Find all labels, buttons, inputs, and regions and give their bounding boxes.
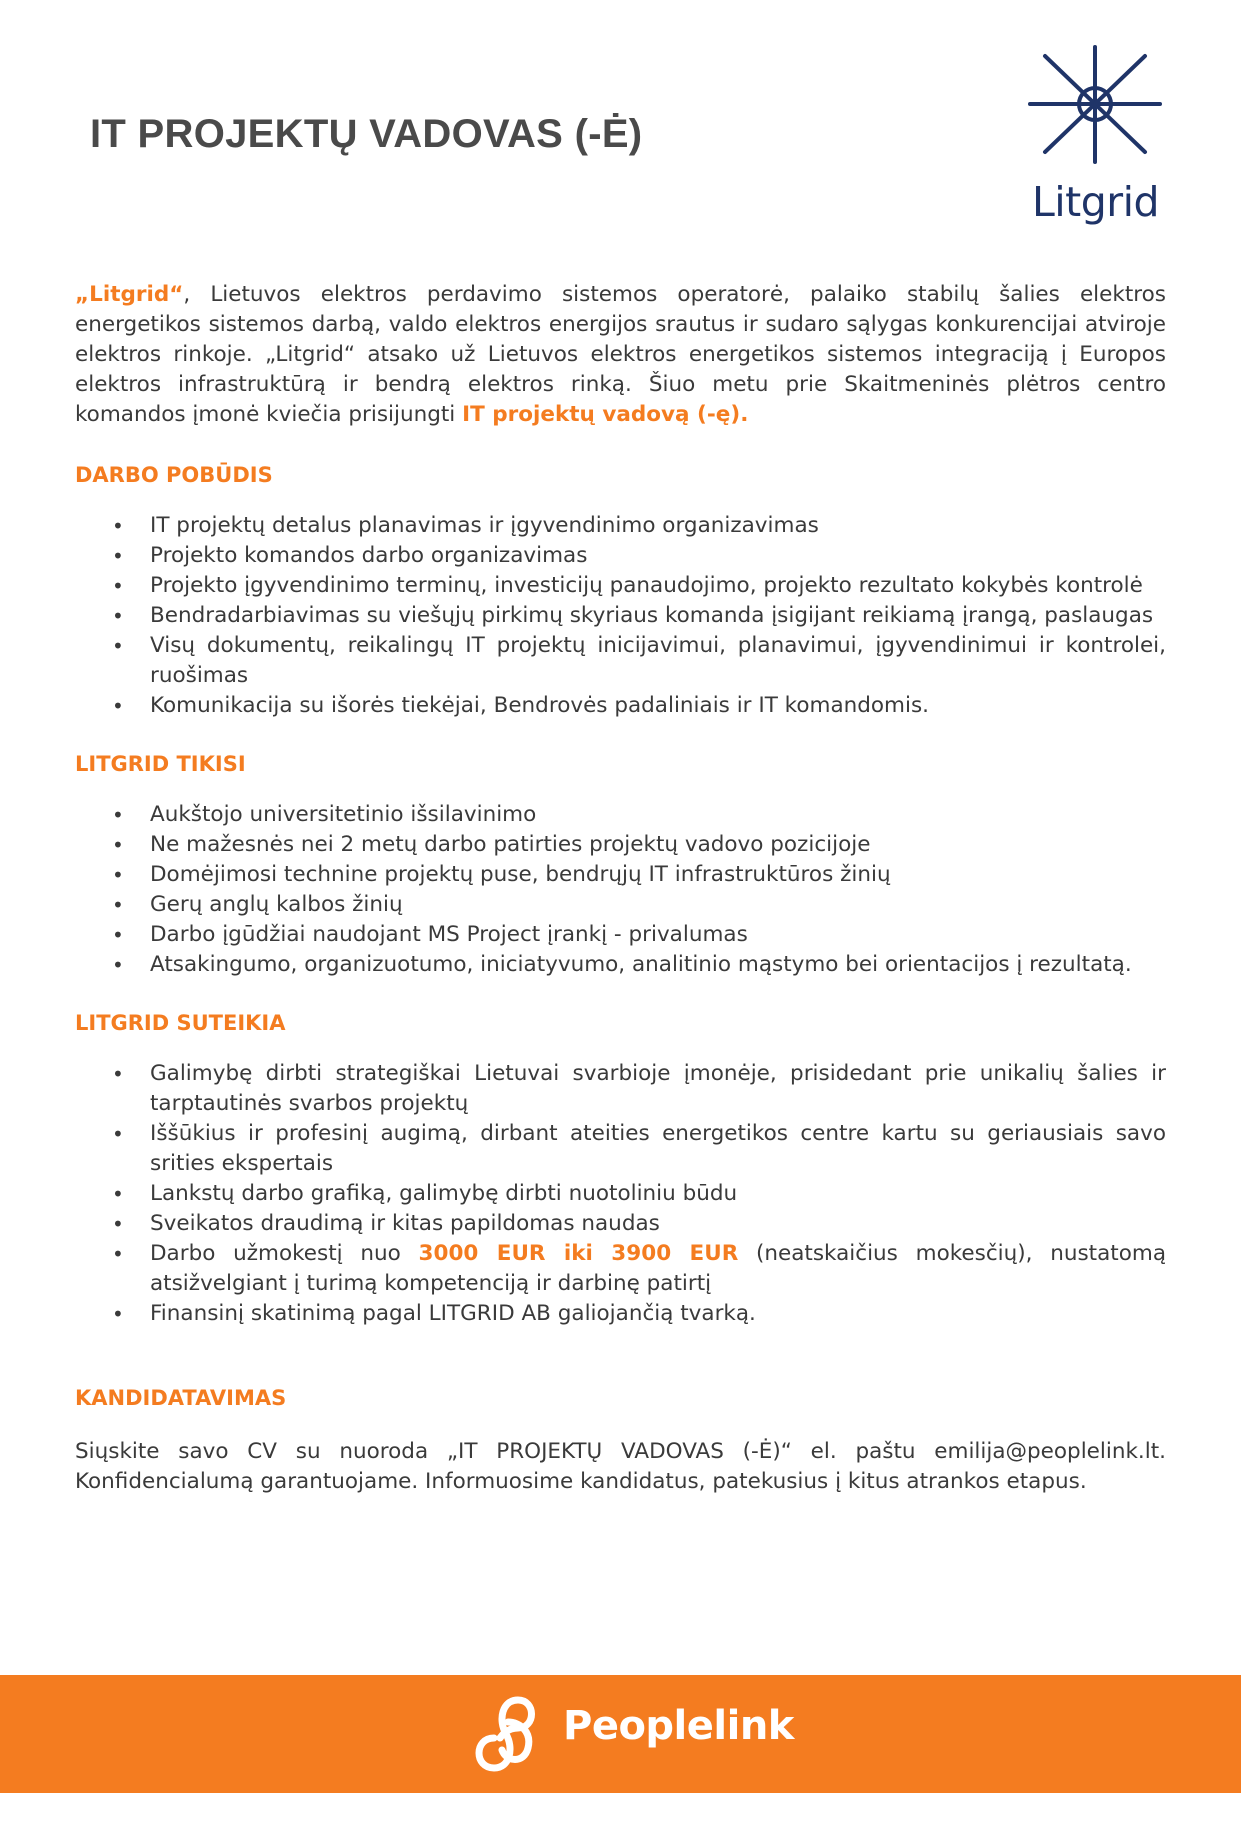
main-content <box>75 280 1166 1497</box>
list-item: • Aukštojo universitetinio išsilavinimo <box>75 800 1166 830</box>
page-title: IT PROJEKTŲ VADOVAS (-Ė) <box>90 112 643 156</box>
list-item: • Gerų anglų kalbos žinių <box>75 890 1166 920</box>
list-item: • Visų dokumentų, reikalingų IT projektų inicijavimui, planavimui, įgyvendinimui ir kontrolei, ruošimas <box>75 631 1166 691</box>
footer-bar <box>0 1675 1241 1793</box>
peoplelink-brand-text: Peoplelink <box>563 1703 794 1749</box>
benefits-list <box>75 1059 1166 1329</box>
salary-prefix: Darbo užmokestį nuo <box>150 1241 419 1266</box>
section-heading-litgrid-suteikia: LITGRID SUTEIKIA <box>75 1011 286 1035</box>
salary-highlight: 3000 EUR iki 3900 EUR <box>418 1241 739 1266</box>
peoplelink-logo-icon <box>470 1692 542 1776</box>
litgrid-logo-text: Litgrid <box>1031 178 1160 226</box>
intro-paragraph <box>75 280 1166 430</box>
salary-list-item <box>75 1239 1166 1299</box>
salary-suffix: (neatskaičius mokesčių), nustatomą atsižvelgiant į turimą kompetenciją ir darbinę patirtį <box>150 1241 1166 1296</box>
list-item: • Bendradarbiavimas su viešųjų pirkimų skyriaus komanda įsigijant reikiamą įrangą, paslaugas <box>75 601 1166 631</box>
list-item: • Sveikatos draudimą ir kitas papildomas naudas <box>75 1209 1166 1239</box>
list-item: • Komunikacija su išorės tiekėjai, Bendrovės padaliniais ir IT komandomis. <box>75 691 1166 721</box>
list-item: • Atsakingumo, organizuotumo, iniciatyvumo, analitinio mąstymo bei orientacijos į rezultatą. <box>75 950 1166 980</box>
role-highlight: IT projektų vadovą (-ę). <box>462 402 749 427</box>
list-item: • Ne mažesnės nei 2 metų darbo patirties projektų vadovo pozicijoje <box>75 830 1166 860</box>
application-paragraph: Siųskite savo CV su nuoroda „IT PROJEKTŲ VADOVAS (-Ė)“ el. paštu emilija@peoplelink.lt. Konfidencialumą garantuojame. Informuosime kandidatus, patekusius į kitus atrankos etapus. <box>75 1439 1166 1494</box>
list-item: • IT projektų detalus planavimas ir įgyvendinimo organizavimas <box>75 511 1166 541</box>
section-heading-kandidatavimas: KANDIDATAVIMAS <box>75 1386 287 1410</box>
list-item: • Projekto komandos darbo organizavimas <box>75 541 1166 571</box>
list-item: • Lankstų darbo grafiką, galimybę dirbti nuotoliniu būdu <box>75 1179 1166 1209</box>
requirements-list <box>75 800 1166 980</box>
list-item: • Iššūkius ir profesinį augimą, dirbant ateities energetikos centre kartu su geriausiais savo srities ekspertais <box>75 1119 1166 1179</box>
list-item: • Finansinį skatinimą pagal LITGRID AB galiojančią tvarką. <box>75 1299 1166 1329</box>
intro-text: , Lietuvos elektros perdavimo sistemos operatorė, palaiko stabilų šalies elektros energetikos sistemos darbą, valdo elektros energijos srautus ir sudaro sąlygas konkurencijai atviroje elektros rinkoje. „Litgrid“ atsako už Lietuvos elektros energetikos sistemos integraciją į Europos elektros infrastruktūrą ir bendrą elektros rinką. Šiuo metu prie Skaitmeninės plėtros centro komandos įmonė kviečia prisijungti <box>75 282 1166 427</box>
section-heading-darbo-pobudis: DARBO POBŪDIS <box>75 463 273 487</box>
list-item: • Domėjimosi technine projektų puse, bendrųjų IT infrastruktūros žinių <box>75 860 1166 890</box>
list-item: • Galimybę dirbti strategiškai Lietuvai svarbioje įmonėje, prisidedant prie unikalių šalies ir tarptautinės svarbos projektų <box>75 1059 1166 1119</box>
section-heading-litgrid-tikisi: LITGRID TIKISI <box>75 752 246 776</box>
duties-list <box>75 511 1166 721</box>
list-item: • Darbo įgūdžiai naudojant MS Project įrankį - privalumas <box>75 920 1166 950</box>
list-item: • Projekto įgyvendinimo terminų, investicijų panaudojimo, projekto rezultato kokybės kontrolė <box>75 571 1166 601</box>
company-name-highlight: „Litgrid“ <box>75 282 184 307</box>
